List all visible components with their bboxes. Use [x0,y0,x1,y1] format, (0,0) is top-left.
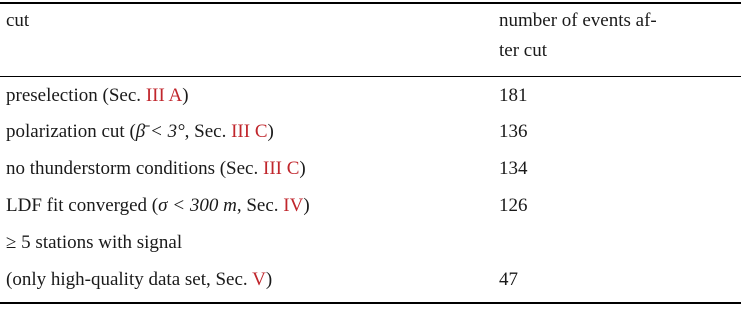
table-row-preselection: preselection (Sec. III A) [6,85,189,106]
top-rule [0,2,741,4]
section-link[interactable]: III C [231,121,268,142]
section-link[interactable]: III A [145,85,183,106]
table-row-stations-line1: ≥ 5 stations with signal [6,232,183,253]
header-cut: cut [6,10,30,31]
table-row-polarization-cut: polarization cut (β̄ < 3°, Sec. III C) [6,121,274,142]
table-row-ldf-fit: LDF fit converged (σ < 300 m, Sec. IV) [6,195,310,216]
row-value: 134 [499,158,528,179]
row-value: 181 [499,85,528,106]
table-row-thunderstorm: no thunderstorm conditions (Sec. III C) [6,158,306,179]
header-events-line2: ter cut [499,40,548,61]
row-value: 126 [499,195,528,216]
table-row-stations-line2: (only high-quality data set, Sec. V) [6,269,273,290]
section-link[interactable]: IV [283,195,304,216]
header-rule [0,76,741,77]
row-value: 47 [499,269,518,290]
section-link[interactable]: III C [263,158,300,179]
bottom-rule [0,302,741,304]
section-link[interactable]: V [252,269,266,290]
math-expression: σ < 300 m [158,195,237,216]
row-value: 136 [499,121,528,142]
math-expression: β̄ < 3° [135,121,185,142]
header-events-line1: number of events af- [499,10,657,31]
